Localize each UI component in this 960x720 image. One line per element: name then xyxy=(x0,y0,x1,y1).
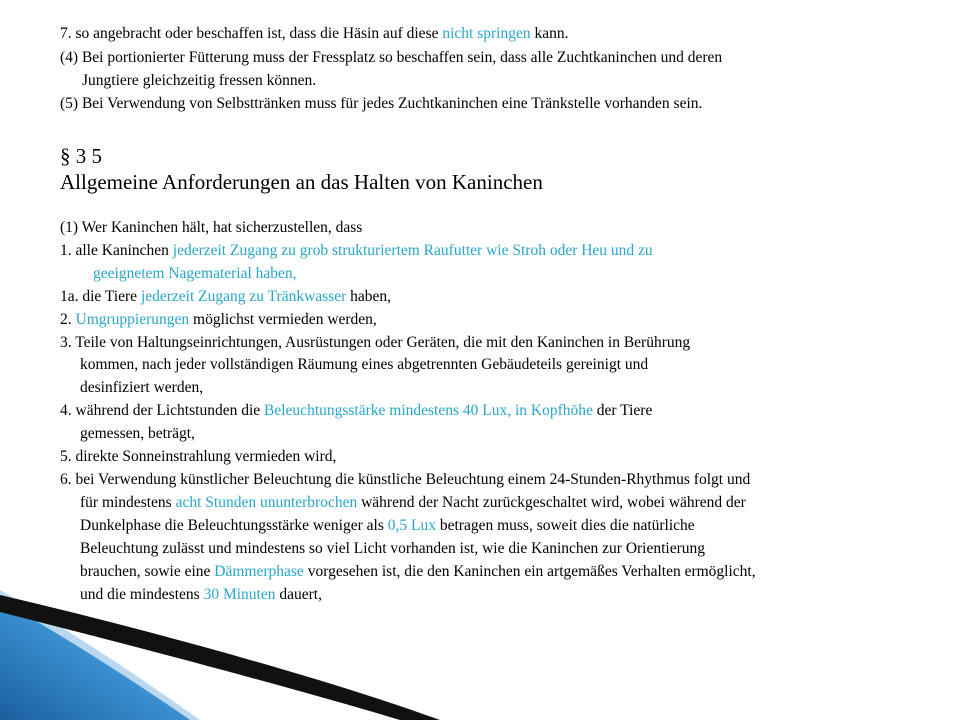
item-6-line-5: brauchen, sowie eine Dämmerphase vorgesehen ist, die den Kaninchen ein artgemäßes Verhalten ermöglicht, xyxy=(80,563,756,580)
item-4-line-1: 4. während der Lichtstunden die Beleuchtungsstärke mindestens 40 Lux, in Kopfhöhe der Tiere xyxy=(60,402,653,419)
item-3-line-2: kommen, nach jeder vollständigen Räumung eines abgetrennten Gebäudeteils gereinigt und xyxy=(80,356,649,373)
item-6-line-1: 6. bei Verwendung künstlicher Beleuchtung die künstliche Beleuchtung einem 24-Stunden-Rhythmus folgt und xyxy=(60,471,751,488)
item-3-line-1: 3. Teile von Haltungseinrichtungen, Ausrüstungen oder Geräten, die mit den Kaninchen in Berührung xyxy=(60,334,691,351)
item-5: 5. direkte Sonneinstrahlung vermieden wird, xyxy=(60,448,337,465)
item-6-line-6: und die mindestens 30 Minuten dauert, xyxy=(80,586,322,603)
item-2: 2. Umgruppierungen möglichst vermieden werden, xyxy=(60,311,377,328)
paragraph-4-line-1: (4) Bei portionierter Fütterung muss der Fressplatz so beschaffen sein, dass alle Zuchtkaninchen und deren xyxy=(60,49,723,66)
section-title: Allgemeine Anforderungen an das Halten von Kaninchen xyxy=(60,170,543,194)
item-6-line-3: Dunkelphase die Beleuchtungsstärke weniger als 0,5 Lux betragen muss, soweit dies die natürliche xyxy=(80,517,695,534)
item-3-line-3: desinfiziert werden, xyxy=(80,379,204,396)
line-7: 7. so angebracht oder beschaffen ist, dass die Häsin auf diese nicht springen kann. xyxy=(60,25,569,42)
section-number: § 3 5 xyxy=(60,144,102,168)
item-1-line-2: geeignetem Nagematerial haben, xyxy=(93,265,297,282)
item-1-line-1: 1. alle Kaninchen jederzeit Zugang zu grob strukturiertem Raufutter wie Stroh oder Heu und zu xyxy=(60,242,653,259)
paragraph-1-intro: (1) Wer Kaninchen hält, hat sicherzustellen, dass xyxy=(60,219,363,236)
item-6-line-4: Beleuchtung zulässt und mindestens so viel Licht vorhanden ist, wie die Kaninchen zur Orientierung xyxy=(80,540,706,557)
paragraph-4-line-2: Jungtiere gleichzeitig fressen können. xyxy=(82,72,317,89)
item-4-line-2: gemessen, beträgt, xyxy=(80,425,195,442)
item-6-line-2: für mindestens acht Stunden ununterbrochen während der Nacht zurückgeschaltet wird, wobei während der xyxy=(80,494,746,511)
paragraph-5: (5) Bei Verwendung von Selbsttränken muss für jedes Zuchtkaninchen eine Tränkstelle vorhanden sein. xyxy=(60,95,703,112)
item-1a: 1a. die Tiere jederzeit Zugang zu Tränkwasser haben, xyxy=(60,288,392,305)
